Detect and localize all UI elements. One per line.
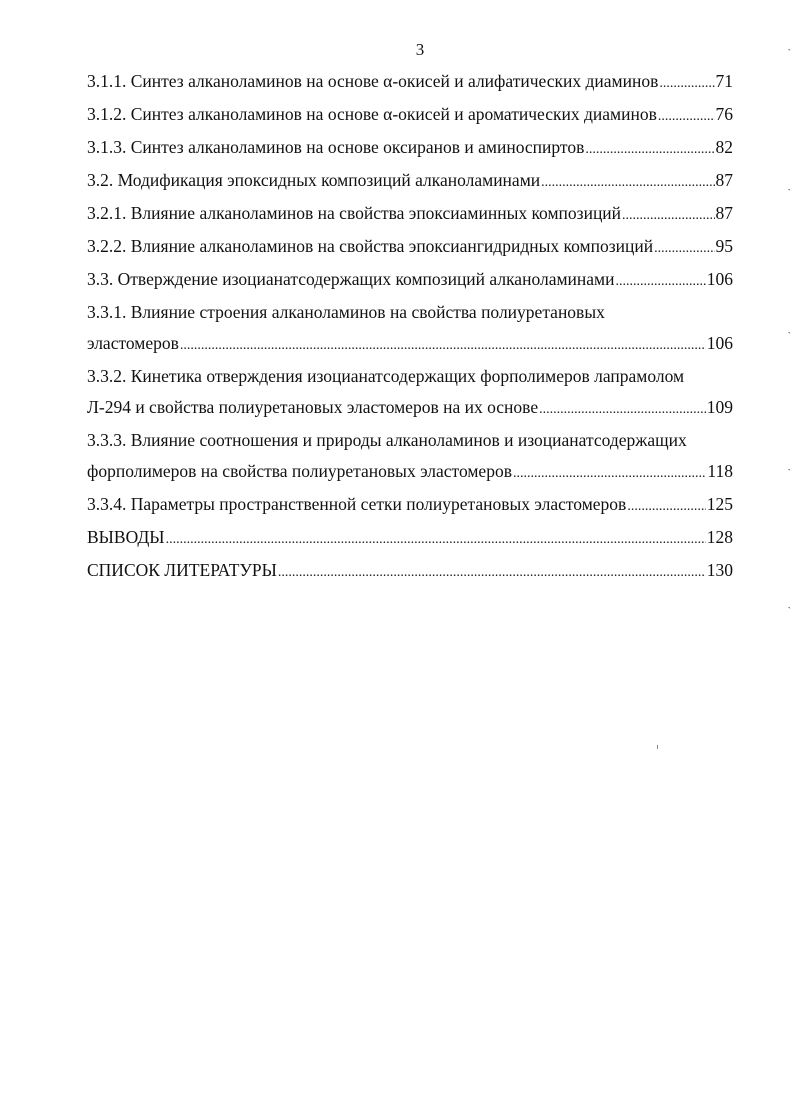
toc-entry-title: 3.2.2. Влияние алканоламинов на свойства эпоксиангидридных композиций [87,236,654,256]
toc-page-number: 95 [715,236,733,256]
toc-entry-title: 3.1.3. Синтез алканоламинов на основе оксиранов и аминоспиртов [87,137,585,157]
scan-edge-mark: ˎ [787,598,791,609]
toc-entry-text-line: 3.3.1. Влияние строения алканоламинов на свойства полиуретановых [87,302,605,322]
toc-entry-line [87,456,733,489]
toc-entry [87,132,733,165]
toc-leader-dots [541,165,714,198]
toc-leader-dots [585,132,714,165]
toc-entry [87,165,733,198]
toc-page-number: 82 [715,137,733,157]
toc-page-number: 130 [706,560,733,580]
toc-leader-dots [180,328,706,361]
toc-entry-line [87,132,733,165]
toc-entry [87,297,733,361]
toc-entry-line [87,392,733,425]
toc-entry-line [87,66,733,99]
toc-entry [87,555,733,588]
toc-page-number: 87 [715,170,733,190]
page-number: 3 [415,40,425,59]
toc-page-number: 109 [706,397,733,417]
toc-page-number: 125 [706,494,733,514]
toc-page-number: 71 [715,71,733,91]
toc-page-number: 118 [707,461,733,481]
toc-entry [87,198,733,231]
toc-page-number: 106 [706,269,733,289]
toc-entry-line [87,328,733,361]
toc-page-number: 128 [706,527,733,547]
toc-entry-title: 3.2.1. Влияние алканоламинов на свойства эпоксиаминных композиций [87,203,622,223]
scan-edge-mark: ˎ [787,180,791,191]
toc-entry-line [87,99,733,132]
toc-entry-title: форполимеров на свойства полиуретановых эластомеров [87,461,512,481]
toc-entry-title: СПИСОК ЛИТЕРАТУРЫ [87,560,277,580]
toc-entry [87,361,733,425]
toc-page-number: 106 [706,333,733,353]
toc-entry [87,264,733,297]
toc-entry-text-line: 3.3.2. Кинетика отверждения изоцианатсодержащих форполимеров лапрамолом [87,366,685,386]
toc-entry-line [87,522,733,555]
toc-entry [87,66,733,99]
toc-leader-dots [658,99,715,132]
toc-leader-dots [278,555,706,588]
table-of-contents [87,66,733,588]
scan-edge-mark: ˎ [787,323,791,334]
toc-entry-title: 3.1.2. Синтез алканоламинов на основе α-окисей и ароматических диаминов [87,104,657,124]
toc-entry [87,489,733,522]
toc-leader-dots [654,231,714,264]
toc-entry-line [87,165,733,198]
scan-speck [657,745,658,749]
scan-edge-mark: ˎ [787,40,791,51]
toc-entry-title: Л-294 и свойства полиуретановых эластомеров на их основе [87,397,539,417]
toc-leader-dots [513,456,706,489]
toc-entry-title: ВЫВОДЫ [87,527,165,547]
scan-edge-mark: ˎ [787,460,791,471]
toc-entry-line [87,198,733,231]
toc-entry-title: 3.2. Модификация эпоксидных композиций алканоламинами [87,170,541,190]
toc-leader-dots [539,392,706,425]
toc-entry-line [87,489,733,522]
toc-leader-dots [615,264,705,297]
toc-entry-title: 3.1.1. Синтез алканоламинов на основе α-окисей и алифатических диаминов [87,71,659,91]
toc-entry-line [87,264,733,297]
toc-page-number: 76 [715,104,733,124]
toc-leader-dots [166,522,706,555]
toc-page-number: 87 [715,203,733,223]
toc-entry [87,99,733,132]
toc-leader-dots [622,198,714,231]
toc-entry-line [87,555,733,588]
toc-entry [87,231,733,264]
toc-entry-title: эластомеров [87,333,179,353]
toc-leader-dots [627,489,705,522]
toc-entry-line [87,231,733,264]
toc-entry-title: 3.3. Отверждение изоцианатсодержащих композиций алканоламинами [87,269,615,289]
toc-entry [87,425,733,489]
toc-entry-text-line: 3.3.3. Влияние соотношения и природы алканоламинов и изоцианатсодержащих [87,430,687,450]
toc-leader-dots [659,66,714,99]
toc-entry [87,522,733,555]
toc-entry-title: 3.3.4. Параметры пространственной сетки полиуретановых эластомеров [87,494,627,514]
